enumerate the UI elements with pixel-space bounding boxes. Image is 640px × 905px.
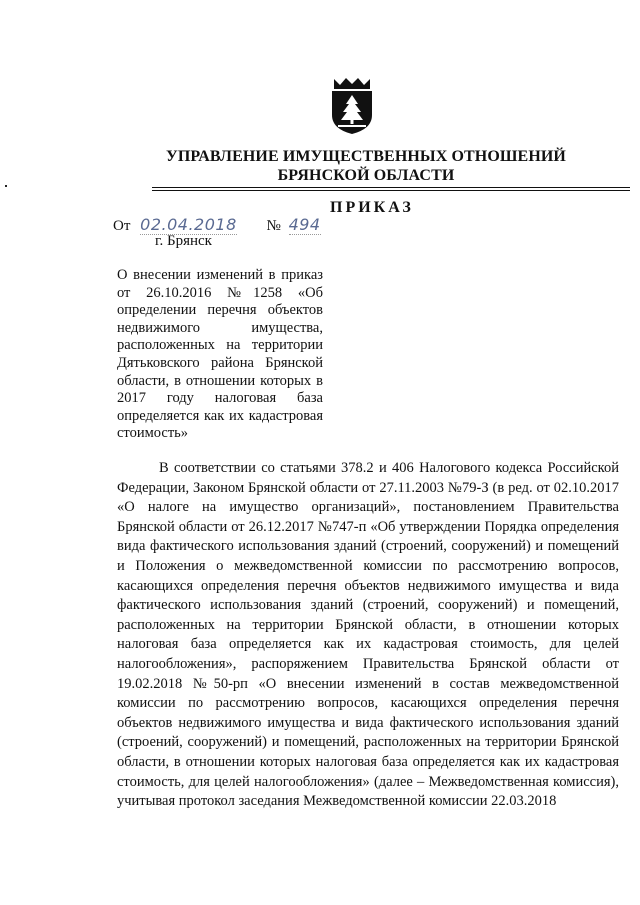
preamble-paragraph: В соответствии со статьями 378.2 и 406 Налогового кодекса Российской Федерации, Законом Брянской области от 27.11.2003 №79-З (в ред. от 02.10.2017 «О налоге на имущество организаций», постановлением Правительства Брянской области от 26.12.2017 №747-п «Об утверждении Порядка определения вида фактического использования зданий (строений, сооружений) и помещений и Положения о межведомственной комиссии по рассмотрению вопросов, касающихся определения перечня объектов недвижимого имущества и вида фактического использования зданий (строений, сооружений) и помещений, расположенных на территории Брянской области, в отношении которых налоговая база определяется как их кадастровая стоимость, для целей налогообложения», распоряжением Правительства Брянской области от 19.02.2018 №50-рп «О внесении изменений в состав межведомственной комиссии по рассмотрению вопросов, касающихся определения перечня объектов недвижимого имущества и вида фактического использования зданий (строений, сооружений) и помещений, расположенных на территории Брянской области, в отношении которых налоговая база определяется как их кадастровая стоимость, для целей налогообложения» (далее – Межведомственная комиссия), учитывая протокол заседания Межведомственной комиссии 22.03.2018 — [117, 460, 619, 810]
order-subject: О внесении изменений в приказ от 26.10.2016 №1258 «Об определении перечня объектов недвижимого имущества, расположенных на территории Дятьковского района Брянской области, в отношении которых в 2017 году налоговая база определяется как их кадастровая стоимость» — [117, 267, 323, 442]
header-rule-top — [152, 187, 630, 188]
date-prefix: От — [113, 218, 131, 234]
header-rule-bottom — [152, 190, 630, 191]
number-prefix: № — [266, 218, 281, 234]
number-value: 494 — [288, 215, 321, 234]
coat-of-arms-icon — [330, 77, 374, 135]
document-type: ПРИКАЗ — [330, 199, 414, 216]
organization-title — [150, 147, 582, 185]
date-number-row — [113, 215, 321, 235]
organization-title-line-1: УПРАВЛЕНИЕ ИМУЩЕСТВЕННЫХ ОТНОШЕНИЙ — [166, 148, 566, 165]
date-value: 02.04.2018 — [140, 215, 237, 234]
scan-mark — [5, 185, 7, 187]
city: г. Брянск — [155, 233, 212, 249]
organization-title-line-2: БРЯНСКОЙ ОБЛАСТИ — [277, 167, 455, 184]
